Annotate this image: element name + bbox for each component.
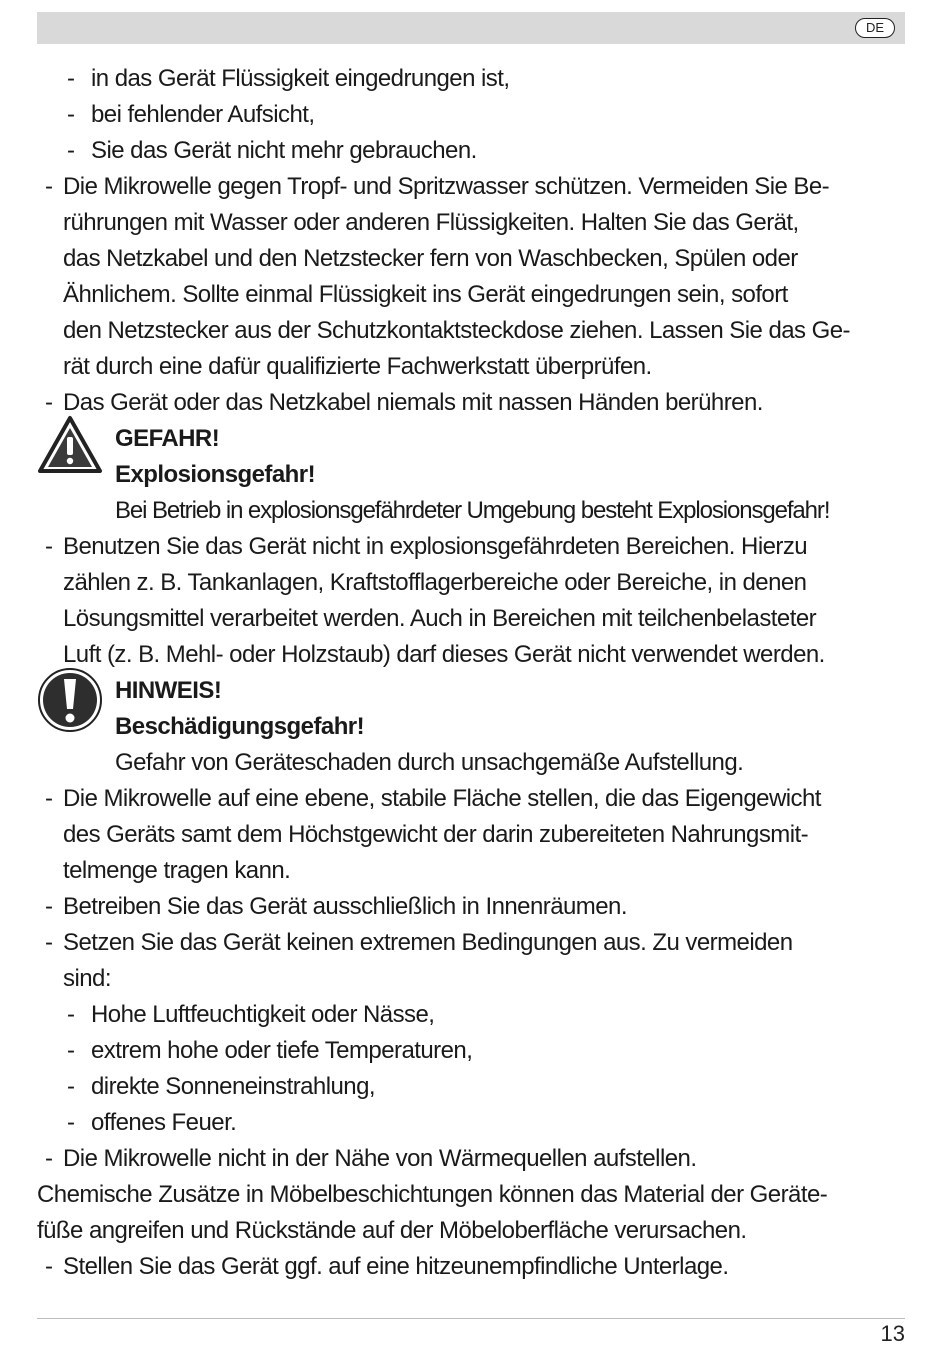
paragraph-line: Chemische Zusätze in Möbelbeschichtungen können das Material der Geräte-	[37, 1181, 828, 1208]
bullet-hands: - Das Gerät oder das Netzkabel niemals mit nassen Händen berühren.	[45, 389, 763, 416]
danger-text: Bei Betrieb in explosionsgefährdeter Umgebung besteht Explosionsgefahr!	[115, 497, 830, 524]
danger-title: Explosionsgefahr!	[115, 461, 316, 488]
paragraph-line: Luft (z. B. Mehl- oder Holzstaub) darf dieses Gerät nicht verwendet werden.	[63, 641, 825, 668]
paragraph-line: rührungen mit Wasser oder anderen Flüssigkeiten. Halten Sie das Gerät,	[63, 209, 799, 236]
list-item: - in das Gerät Flüssigkeit eingedrungen ist,	[67, 65, 510, 92]
list-item: - Sie das Gerät nicht mehr gebrauchen.	[67, 137, 477, 164]
paragraph-line: zählen z. B. Tankanlagen, Kraftstofflagerbereiche oder Bereiche, in denen	[63, 569, 807, 596]
danger-title-line	[37, 457, 905, 493]
list-item: - Hohe Luftfeuchtigkeit oder Nässe,	[67, 1001, 435, 1028]
bullet-water-line: - Die Mikrowelle gegen Tropf- und Spritzwasser schützen. Vermeiden Sie Be-	[45, 173, 830, 200]
bullet-heat: - Die Mikrowelle nicht in der Nähe von Wärmequellen aufstellen.	[45, 1145, 697, 1172]
list-item: - bei fehlender Aufsicht,	[67, 101, 315, 128]
danger-label-line	[37, 421, 905, 457]
paragraph-line: den Netzstecker aus der Schutzkontaktsteckdose ziehen. Lassen Sie das Ge-	[63, 317, 850, 344]
bullet-extreme-line: - Setzen Sie das Gerät keinen extremen Bedingungen aus. Zu vermeiden	[45, 929, 793, 956]
bullet-mat: - Stellen Sie das Gerät ggf. auf eine hitzeunempfindliche Unterlage.	[45, 1253, 729, 1280]
language-badge: DE	[855, 18, 895, 38]
footer-divider	[37, 1318, 905, 1319]
page-content	[37, 61, 905, 1285]
list-item: - offenes Feuer.	[67, 1109, 237, 1136]
paragraph-line: des Geräts samt dem Höchstgewicht der darin zubereiteten Nahrungsmit-	[63, 821, 809, 848]
header-bar	[37, 12, 905, 44]
bullet-explosion-line: - Benutzen Sie das Gerät nicht in explosionsgefährdeten Bereichen. Hierzu	[45, 533, 808, 560]
paragraph-line: füße angreifen und Rückstände auf der Möbeloberfläche verursachen.	[37, 1217, 747, 1244]
page-number: 13	[880, 1321, 905, 1346]
bullet-indoor: - Betreiben Sie das Gerät ausschließlich in Innenräumen.	[45, 893, 627, 920]
bullet-surface-line: - Die Mikrowelle auf eine ebene, stabile Fläche stellen, die das Eigengewicht	[45, 785, 821, 812]
notice-label: HINWEIS!	[115, 677, 222, 704]
notice-text: Gefahr von Geräteschaden durch unsachgemäße Aufstellung.	[115, 749, 744, 776]
paragraph-line: rät durch eine dafür qualifizierte Fachwerkstatt überprüfen.	[63, 353, 652, 380]
danger-label: GEFAHR!	[115, 425, 220, 452]
paragraph-line: Lösungsmittel verarbeitet werden. Auch in Bereichen mit teilchenbelasteter	[63, 605, 817, 632]
paragraph-line: Ähnlichem. Sollte einmal Flüssigkeit ins Gerät eingedrungen sein, sofort	[63, 281, 788, 308]
list-item: - extrem hohe oder tiefe Temperaturen,	[67, 1037, 473, 1064]
paragraph-line: telmenge tragen kann.	[63, 857, 291, 884]
notice-title-line	[37, 709, 905, 745]
notice-title: Beschädigungsgefahr!	[115, 713, 365, 740]
paragraph-line: das Netzkabel und den Netzstecker fern von Waschbecken, Spülen oder	[63, 245, 798, 272]
notice-label-line	[37, 673, 905, 709]
list-item: - direkte Sonneneinstrahlung,	[67, 1073, 376, 1100]
paragraph-line: sind:	[63, 965, 111, 992]
